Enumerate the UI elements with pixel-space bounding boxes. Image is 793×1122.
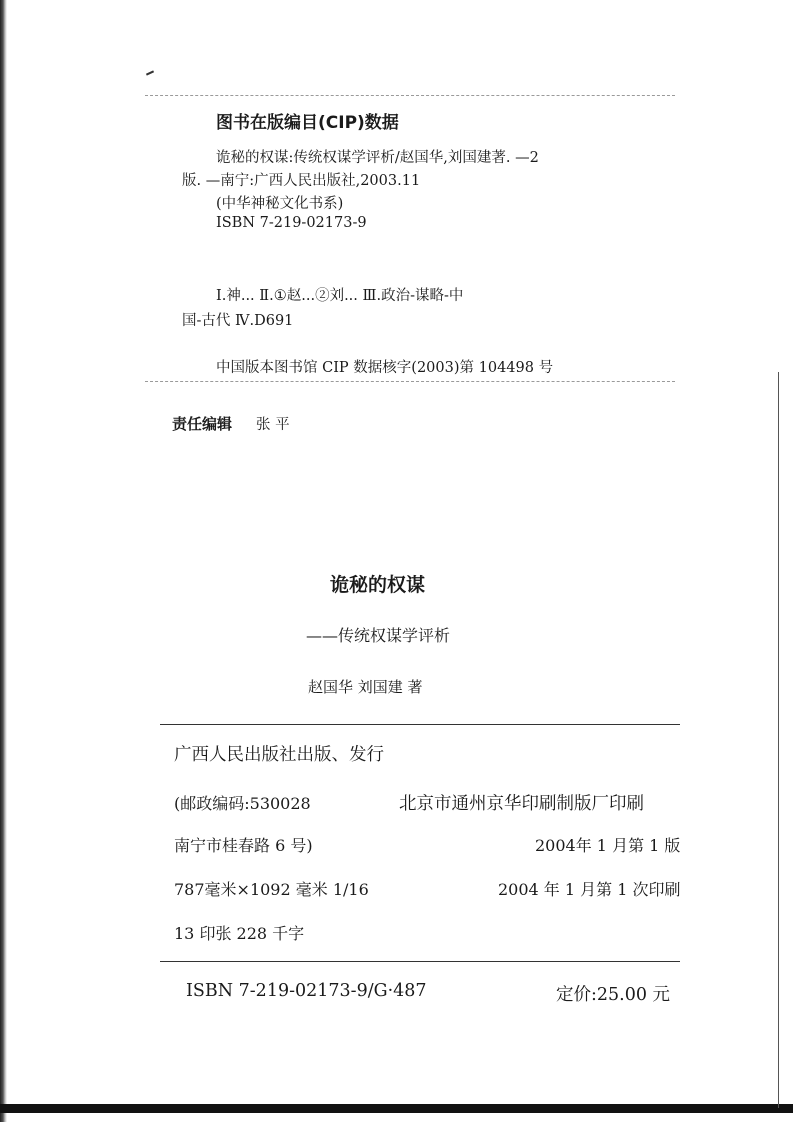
edition: 2004年 1 月第 1 版: [535, 836, 681, 855]
scan-edge-bottom: [0, 1104, 793, 1113]
book-authors: 赵国华 刘国建 著: [308, 678, 423, 696]
cip-line-1: 诡秘的权谋:传统权谋学评析/赵国华,刘国建著. —2: [216, 150, 539, 166]
publishing-bottom-rule: [160, 961, 680, 962]
publisher: 广西人民出版社出版、发行: [174, 745, 384, 765]
isbn: ISBN 7-219-02173-9/G·487: [186, 981, 427, 1001]
scan-mark: [146, 70, 154, 75]
sheets: 13 印张 228 千字: [174, 924, 305, 943]
scan-edge-right: [778, 372, 779, 1108]
cip-line-5: Ⅰ.神... Ⅱ.①赵...②刘... Ⅲ.政治-谋略-中: [216, 288, 464, 304]
cip-title: 图书在版编目(CIP)数据: [216, 113, 399, 133]
cip-line-4: ISBN 7-219-02173-9: [216, 215, 367, 231]
publishing-top-rule: [160, 724, 680, 725]
format: 787毫米×1092 毫米 1/16: [174, 880, 369, 899]
cip-line-7: 中国版本图书馆 CIP 数据核字(2003)第 104498 号: [216, 360, 554, 376]
editor-label: 责任编辑: [172, 415, 233, 433]
cip-bottom-divider: [145, 381, 675, 382]
cip-line-2: 版. —南宁:广西人民出版社,2003.11: [182, 173, 421, 189]
cip-top-divider: [145, 95, 675, 96]
printing: 2004 年 1 月第 1 次印刷: [498, 880, 681, 899]
price: 定价:25.00 元: [556, 985, 671, 1005]
editor-name: 张 平: [256, 417, 290, 433]
book-subtitle: ——传统权谋学评析: [306, 626, 451, 645]
cip-line-6: 国-古代 Ⅳ.D691: [182, 313, 294, 329]
postcode: (邮政编码:530028: [174, 794, 311, 813]
printer: 北京市通州京华印刷制版厂印刷: [399, 794, 644, 814]
book-title: 诡秘的权谋: [330, 574, 426, 596]
scan-edge-left: [0, 0, 7, 1122]
address: 南宁市桂春路 6 号): [174, 836, 313, 855]
cip-line-3: (中华神秘文化书系): [216, 196, 344, 212]
